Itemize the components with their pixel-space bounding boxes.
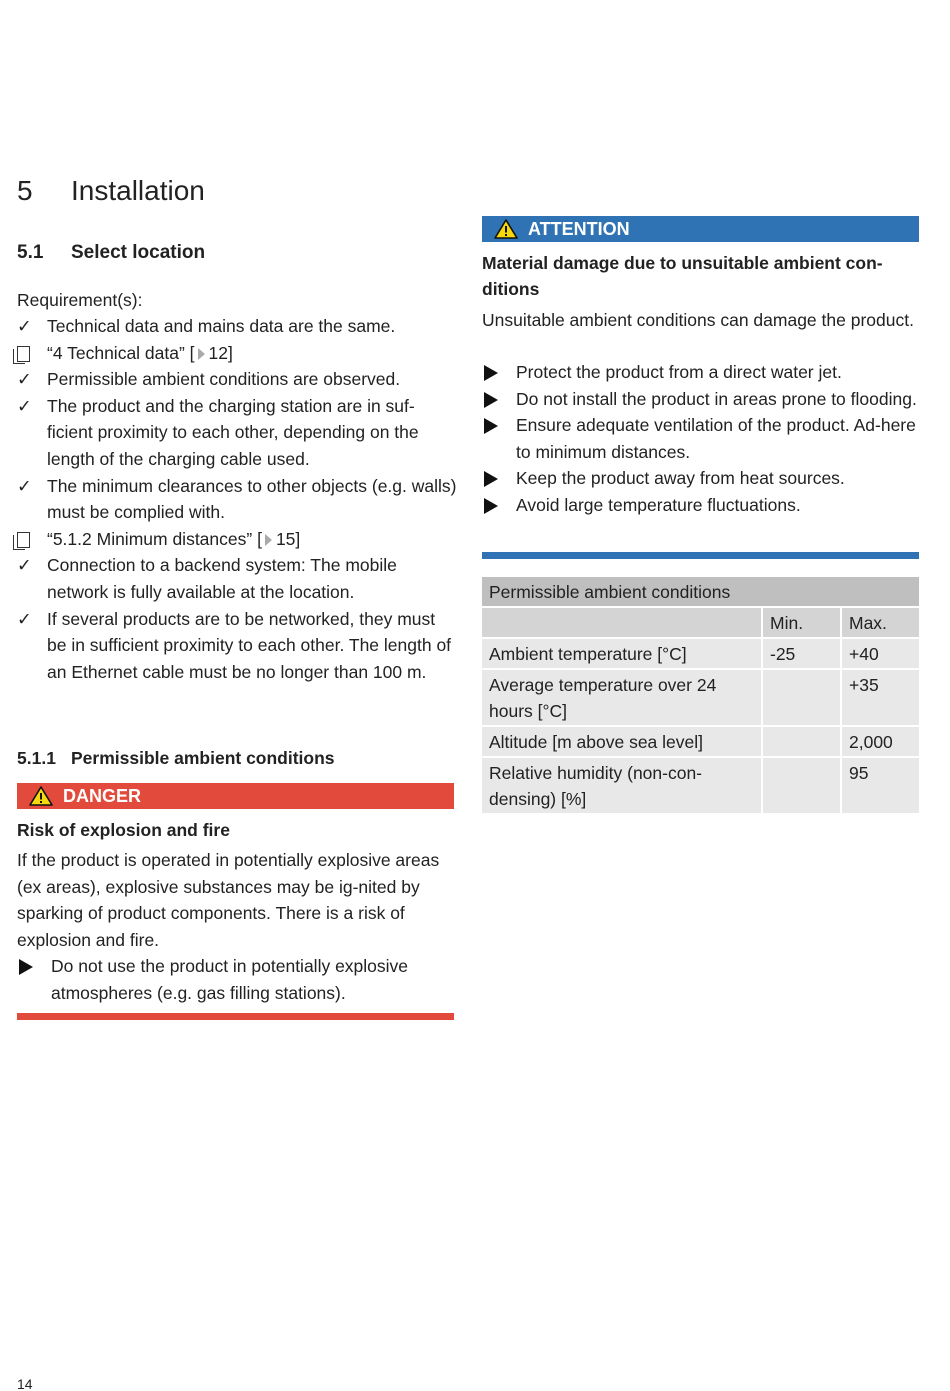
chapter-number: 5 xyxy=(17,175,33,206)
subsection-heading xyxy=(17,748,335,769)
table-cell xyxy=(762,669,841,726)
checkmark-icon: ✓ xyxy=(17,555,32,576)
attention-title: Material damage due to unsuitable ambient con-ditions xyxy=(482,253,883,299)
page-arrow-icon xyxy=(198,348,205,360)
danger-action-list xyxy=(17,953,454,1006)
list-item: Ensure adequate ventilation of the product. Ad-here to minimum distances. xyxy=(482,412,919,465)
document-reference-icon xyxy=(17,526,41,556)
page-arrow-icon xyxy=(265,534,272,546)
attention-action-list xyxy=(482,359,919,519)
table-row xyxy=(482,726,919,757)
checkmark-icon: ✓ xyxy=(17,369,32,390)
attention-label: ATTENTION xyxy=(528,219,630,239)
list-item: Do not use the product in potentially explosive atmospheres (e.g. gas filling stations). xyxy=(17,953,454,1006)
action-arrow-icon xyxy=(484,365,498,381)
danger-end-rule xyxy=(17,1013,454,1020)
list-item[interactable] xyxy=(17,340,457,367)
list-item[interactable] xyxy=(17,526,457,553)
section-heading xyxy=(17,242,205,264)
table-cell: 2,000 xyxy=(841,726,919,757)
action-arrow-icon xyxy=(484,471,498,487)
list-item: ✓ The product and the charging station are in suf-ficient proximity to each other, depending on the length of the charging cable used. xyxy=(17,393,457,473)
list-item: ✓ Permissible ambient conditions are observed. xyxy=(17,366,457,393)
list-item: ✓ Connection to a backend system: The mobile network is fully available at the location. xyxy=(17,552,457,605)
danger-title: Risk of explosion and fire xyxy=(17,820,230,840)
danger-banner xyxy=(17,783,454,809)
subsection-number: 5.1.1 xyxy=(17,748,56,768)
cross-reference-link[interactable]: “4 Technical data” [ 12] xyxy=(47,342,233,363)
table-cell: -25 xyxy=(762,638,841,669)
checkmark-icon: ✓ xyxy=(17,475,32,496)
section-title: Select location xyxy=(71,242,206,263)
requirements-label: Requirement(s): xyxy=(17,290,143,310)
table-row xyxy=(482,638,919,669)
checkmark-icon: ✓ xyxy=(17,316,32,336)
list-item: Avoid large temperature fluctuations. xyxy=(482,492,919,519)
list-item: Do not install the product in areas prone to flooding. xyxy=(482,386,919,413)
danger-label: DANGER xyxy=(63,786,142,806)
checkmark-icon: ✓ xyxy=(17,395,32,416)
table-cell: Relative humidity (non-con-densing) [%] xyxy=(482,757,762,813)
table-cell: +40 xyxy=(841,638,919,669)
table-header-cell: Min. xyxy=(762,607,841,638)
table-cell xyxy=(762,726,841,757)
table-cell: Ambient temperature [°C] xyxy=(482,638,762,669)
list-item: ✓ Technical data and mains data are the same. xyxy=(17,313,457,340)
table-header-row xyxy=(482,607,919,638)
table-row xyxy=(482,669,919,726)
checkmark-icon: ✓ xyxy=(17,608,32,629)
chapter-heading xyxy=(17,175,205,207)
table-header-cell: Max. xyxy=(841,607,919,638)
attention-end-rule xyxy=(482,552,919,559)
warning-triangle-icon xyxy=(494,219,518,239)
list-item: ✓ The minimum clearances to other objects (e.g. walls) must be complied with. xyxy=(17,473,457,526)
table-cell: Average temperature over 24 hours [°C] xyxy=(482,669,762,726)
section-number: 5.1 xyxy=(17,242,44,263)
table-caption-row xyxy=(482,577,919,607)
attention-banner xyxy=(482,216,919,242)
subsection-title: Permissible ambient conditions xyxy=(71,748,335,768)
chapter-title: Installation xyxy=(71,175,205,206)
table-cell xyxy=(762,757,841,813)
attention-description: Unsuitable ambient conditions can damage the product. xyxy=(482,310,914,330)
table-row xyxy=(482,757,919,813)
table-cell: Altitude [m above sea level] xyxy=(482,726,762,757)
table-cell: +35 xyxy=(841,669,919,726)
page-number: 14 xyxy=(17,1376,33,1391)
action-arrow-icon xyxy=(19,959,33,975)
list-item: Keep the product away from heat sources. xyxy=(482,465,919,492)
table-cell: 95 xyxy=(841,757,919,813)
list-item: Protect the product from a direct water jet. xyxy=(482,359,919,386)
ambient-conditions-table xyxy=(482,577,919,813)
list-item: ✓ If several products are to be networked, they must be in sufficient proximity to each other. The length of an Ethernet cable must be no longer than 100 m. xyxy=(17,606,457,686)
action-arrow-icon xyxy=(484,498,498,514)
danger-description: If the product is operated in potentially explosive areas (ex areas), explosive substances may be ig-nited by sparking of product components. There is a risk of explosion and fire. xyxy=(17,850,440,950)
action-arrow-icon xyxy=(484,392,498,408)
table-caption: Permissible ambient conditions xyxy=(482,577,919,607)
cross-reference-link[interactable]: “5.1.2 Minimum distances” [ 15] xyxy=(47,528,301,549)
document-reference-icon xyxy=(17,340,41,370)
warning-triangle-icon xyxy=(29,786,53,806)
action-arrow-icon xyxy=(484,418,498,434)
table-header-cell xyxy=(482,607,762,638)
requirements-list xyxy=(17,313,457,685)
